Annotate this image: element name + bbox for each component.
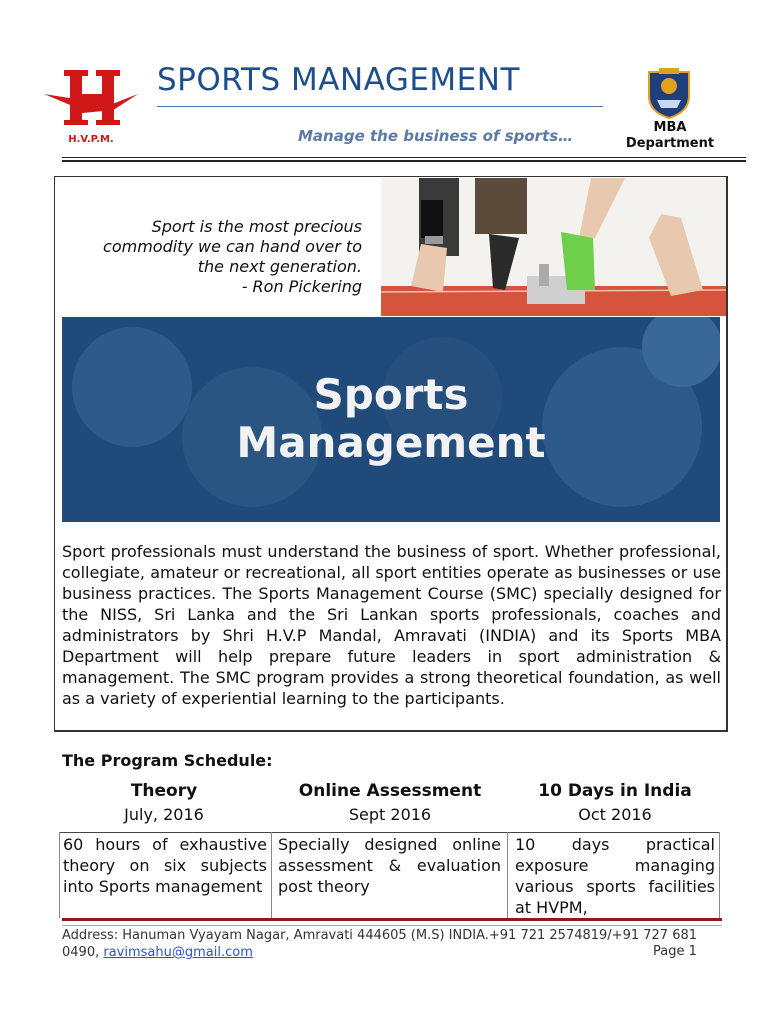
department-crest-icon: [645, 66, 693, 120]
banner-title-line-2: Management: [236, 418, 546, 467]
department-label: [620, 120, 720, 152]
logo-caption: H.V.P.M.: [68, 134, 114, 145]
schedule-col-divider: [719, 832, 720, 918]
page-number: Page 1: [653, 944, 697, 959]
header-divider: [62, 157, 746, 158]
schedule-cell-assessment: Specially designed online assessment & evaluation post theory: [278, 835, 501, 896]
banner-title-line-1: Sports: [313, 370, 469, 419]
page-title: SPORTS MANAGEMENT: [157, 62, 520, 98]
department-line-2: Department: [625, 136, 715, 151]
title-underline: [157, 106, 603, 107]
quote-line-2: commodity we can hand over to: [103, 237, 362, 256]
schedule-col-1-title: Theory: [130, 781, 198, 801]
schedule-col-2-date: Sept 2016: [348, 805, 432, 824]
schedule-heading: The Program Schedule:: [62, 751, 273, 770]
schedule-cell-india: 10 days practical exposure managing various sports facilities at HVPM,: [515, 835, 715, 917]
email-link[interactable]: ravimsahu@gmail.com: [103, 945, 253, 960]
schedule-col-2-title: Online Assessment: [298, 781, 482, 801]
footer-address: [62, 927, 712, 961]
footer-divider: [62, 925, 722, 926]
schedule-col-divider: [271, 832, 272, 918]
schedule-table-top-rule: [59, 832, 720, 833]
schedule-col-divider: [507, 832, 508, 918]
runners-start-photo: [381, 178, 726, 316]
schedule-col-1-date: July, 2016: [124, 805, 204, 824]
address-text: Address: Hanuman Vyayam Nagar, Amravati 444605 (M.S) INDIA.+91 721 2574819/+91 727 681 0490,: [62, 928, 698, 960]
footer-accent-rule: [62, 918, 722, 921]
hvpm-logo: [42, 64, 140, 150]
sports-management-banner: [62, 317, 720, 522]
schedule-col-3-title: 10 Days in India: [538, 781, 692, 801]
quote-line-1: Sport is the most precious: [151, 217, 362, 236]
quote-author: - Ron Pickering: [241, 277, 362, 296]
schedule-col-3-date: Oct 2016: [578, 805, 652, 824]
quote-block: [62, 217, 362, 297]
tagline: Manage the business of sports…: [298, 127, 574, 145]
header-divider-thick: [62, 160, 746, 162]
intro-paragraph: Sport professionals must understand the business of sport. Whether professional, collegiate, amateur or recreational, all sport entities operate as businesses or use business practices. The Sports Management Course (SMC) specially designed for the NISS, Sri Lanka and the Sri Lankan sports professionals, coaches and administrators by Shri H.V.P Mandal, Amravati (INDIA) and its Sports MBA Department will help prepare future leaders in sport administration & management. The SMC program provides a strong theoretical foundation, as well as a variety of experiential learning to the participants.: [62, 542, 721, 708]
schedule-cell-theory: 60 hours of exhaustive theory on six subjects into Sports management: [63, 835, 267, 896]
department-line-1: MBA: [653, 120, 687, 135]
quote-line-3: the next generation.: [197, 257, 362, 276]
